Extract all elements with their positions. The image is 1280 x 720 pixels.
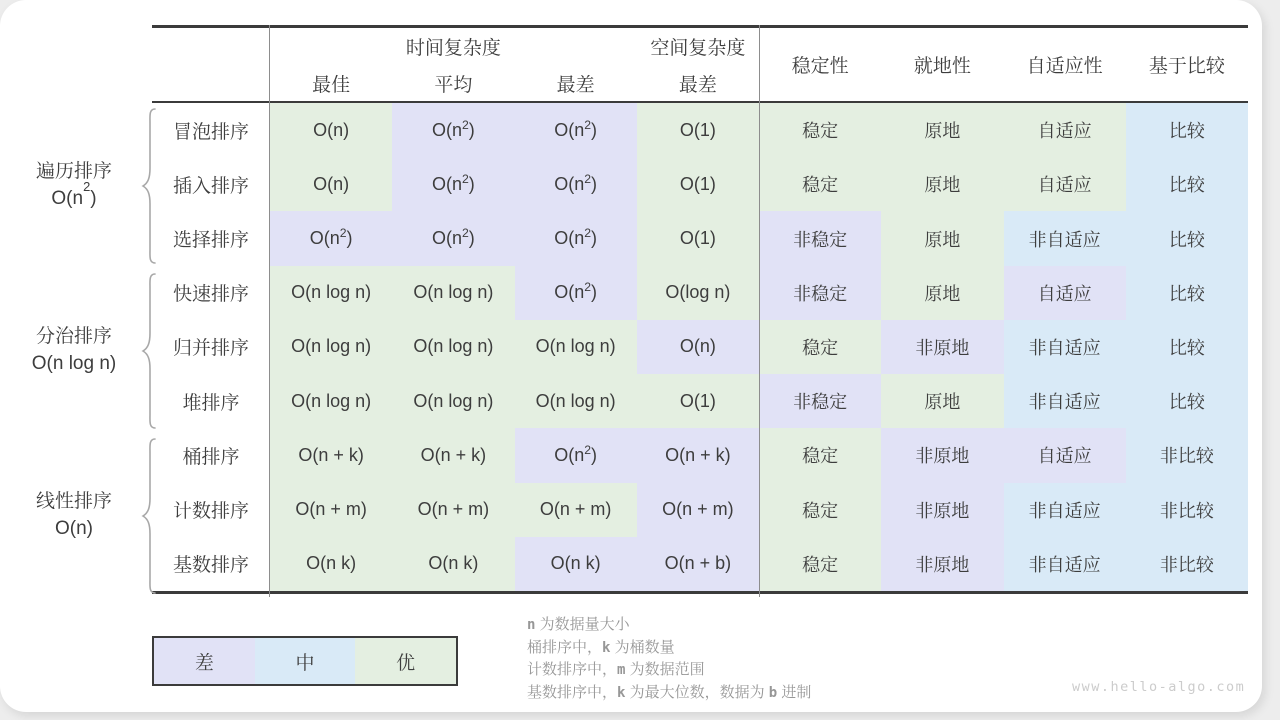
table-cell: 稳定 — [759, 537, 881, 591]
table-cell: 非自适应 — [1004, 320, 1126, 374]
table-cell: O(n + m) — [637, 483, 759, 537]
row-label: 桶排序 — [152, 428, 270, 482]
table-cell: 原地 — [881, 211, 1003, 265]
group-label-line2: O(n log n) — [31, 353, 117, 374]
table-cell: 非自适应 — [1004, 483, 1126, 537]
table-cell: O(n + m) — [392, 483, 514, 537]
table-cell: 非原地 — [881, 428, 1003, 482]
table-cell: 原地 — [881, 157, 1003, 211]
table-cell: O(n + k) — [270, 428, 392, 482]
watermark: www.hello-algo.com — [1072, 679, 1246, 695]
curly-brace-icon — [140, 107, 157, 265]
table-cell: O(n $^2$ ) — [270, 211, 392, 265]
table-cell: 稳定 — [759, 157, 881, 211]
header-best: 最佳 — [312, 74, 351, 96]
header-worst: 最差 — [556, 74, 595, 96]
footnote-line — [527, 682, 811, 705]
row-label: 计数排序 — [152, 483, 270, 537]
row-label: 冒泡排序 — [152, 103, 270, 157]
legend-item-good: 优 — [355, 638, 456, 684]
row-label: 快速排序 — [152, 266, 270, 320]
header-time-complexity: 时间复杂度 — [405, 38, 501, 59]
header-average: 平均 — [434, 74, 473, 96]
table-cell: 自适应 — [1004, 103, 1126, 157]
group-label-traversal — [8, 158, 140, 212]
table-cell: O(1) — [637, 211, 759, 265]
table-cell: 比较 — [1126, 211, 1248, 265]
legend-item-mid: 中 — [255, 638, 356, 684]
table-cell: O(n log n) — [270, 374, 392, 428]
table-cell: O(n + m) — [270, 483, 392, 537]
footnote-text: 基数排序中， — [527, 683, 618, 701]
table-cell: 自适应 — [1004, 428, 1126, 482]
footnote-text: 为数据范围 — [625, 661, 705, 678]
row-label: 插入排序 — [152, 157, 270, 211]
footnote-text: 桶排序中， — [527, 638, 603, 656]
table-cell: 稳定 — [759, 428, 881, 482]
footnote-text: 进制 — [777, 683, 812, 701]
vertical-divider-left — [269, 25, 270, 597]
table-cell: 比较 — [1126, 103, 1248, 157]
table-cell: O(n + k) — [637, 428, 759, 482]
footnote-text: 为最大位数，数据为 — [625, 683, 769, 701]
table-cell: 非原地 — [881, 320, 1003, 374]
table-cell: O(n) — [270, 157, 392, 211]
table-cell: 比较 — [1126, 320, 1248, 374]
table-cell: O(1) — [637, 157, 759, 211]
table-cell: O(n log n) — [515, 374, 637, 428]
group-label-line1: 分治排序 — [35, 326, 112, 347]
table-cell: 非自适应 — [1004, 374, 1126, 428]
footnotes — [527, 614, 811, 704]
table-cell: O(n $^2$ ) — [392, 103, 514, 157]
table-cell: 非比较 — [1126, 537, 1248, 591]
table-cell: O(n log n) — [515, 320, 637, 374]
table-cell: 非稳定 — [759, 374, 881, 428]
table-cell: 比较 — [1126, 266, 1248, 320]
table-cell: 非稳定 — [759, 211, 881, 265]
table-cell: O(n) — [637, 320, 759, 374]
table-cell: 比较 — [1126, 157, 1248, 211]
table-cell: O(n log n) — [392, 374, 514, 428]
curly-brace-icon — [140, 272, 157, 430]
table-cell: 非比较 — [1126, 428, 1248, 482]
footnote-symbol: k — [602, 639, 611, 656]
table-cell: O(n $^2$ ) — [392, 211, 514, 265]
footnote-symbol: k — [617, 684, 626, 701]
row-label: 堆排序 — [152, 374, 270, 428]
table-cell: O(n $^2$ ) — [515, 266, 637, 320]
header-comparison: 基于比较 — [1148, 56, 1225, 77]
table-body — [152, 103, 1248, 594]
group-label-line1: 遍历排序 — [35, 161, 112, 182]
footnote-line — [527, 637, 811, 660]
table-cell: 原地 — [881, 266, 1003, 320]
group-label-line2: $O(n^2)$ — [51, 178, 97, 209]
table-cell: 非自适应 — [1004, 537, 1126, 591]
table-cell: O(n k) — [392, 537, 514, 591]
table-cell: 稳定 — [759, 320, 881, 374]
curly-brace-icon — [140, 437, 157, 595]
table-cell: 非比较 — [1126, 483, 1248, 537]
header-stability: 稳定性 — [791, 56, 849, 77]
table-cell: O(n + b) — [637, 537, 759, 591]
row-label: 归并排序 — [152, 320, 270, 374]
group-label-linear — [8, 488, 140, 542]
table-cell: O(n + k) — [392, 428, 514, 482]
footnote-line — [527, 659, 811, 682]
table-cell: O(n $^2$ ) — [515, 103, 637, 157]
table-cell: O(n log n) — [270, 266, 392, 320]
footnote-line — [527, 614, 811, 637]
header-space-worst: 最差 — [678, 74, 717, 96]
group-label-divide-conquer — [8, 323, 140, 377]
table-cell: O(n) — [270, 103, 392, 157]
table-cell: 非原地 — [881, 483, 1003, 537]
table-cell: 非自适应 — [1004, 211, 1126, 265]
row-label: 基数排序 — [152, 537, 270, 591]
table-cell: O(n k) — [270, 537, 392, 591]
table-cell: O(n log n) — [270, 320, 392, 374]
table-cell: O(n log n) — [392, 320, 514, 374]
footnote-symbol: b — [768, 684, 778, 701]
legend-item-bad: 差 — [154, 638, 255, 684]
table-cell: 原地 — [881, 374, 1003, 428]
footnote-symbol: n — [527, 617, 536, 633]
table-cell: 自适应 — [1004, 157, 1126, 211]
table-cell: 稳定 — [759, 103, 881, 157]
table-cell: O(log n) — [637, 266, 759, 320]
footnote-text: 为数据量大小 — [535, 616, 630, 633]
table-cell: O(n log n) — [392, 266, 514, 320]
table-cell: 自适应 — [1004, 266, 1126, 320]
color-legend — [152, 636, 458, 686]
table-cell: O(n + m) — [515, 483, 637, 537]
table-cell: O(n $^2$ ) — [392, 157, 514, 211]
table-cell: 原地 — [881, 103, 1003, 157]
table-cell: O(1) — [637, 374, 759, 428]
table-header — [152, 25, 1248, 103]
table-cell: 非稳定 — [759, 266, 881, 320]
footnote-text: 计数排序中， — [527, 661, 618, 678]
header-space-complexity: 空间复杂度 — [650, 38, 746, 59]
table-cell: 非原地 — [881, 537, 1003, 591]
table-cell: O(n $^2$ ) — [515, 211, 637, 265]
vertical-divider-right — [759, 25, 760, 597]
row-label: 选择排序 — [152, 211, 270, 265]
header-in-place: 就地性 — [913, 56, 971, 77]
footnote-symbol: m — [617, 662, 626, 678]
sorting-comparison-table — [152, 25, 1248, 594]
table-cell: 比较 — [1126, 374, 1248, 428]
table-cell: O(n $^2$ ) — [515, 428, 637, 482]
group-label-line1: 线性排序 — [35, 491, 112, 512]
table-cell: O(n $^2$ ) — [515, 157, 637, 211]
table-cell: O(n k) — [515, 537, 637, 591]
header-adaptability: 自适应性 — [1026, 56, 1103, 77]
table-cell: 稳定 — [759, 483, 881, 537]
footnote-text: 为桶数量 — [610, 638, 675, 656]
group-label-line2: O(n) — [55, 518, 93, 539]
table-cell: O(1) — [637, 103, 759, 157]
